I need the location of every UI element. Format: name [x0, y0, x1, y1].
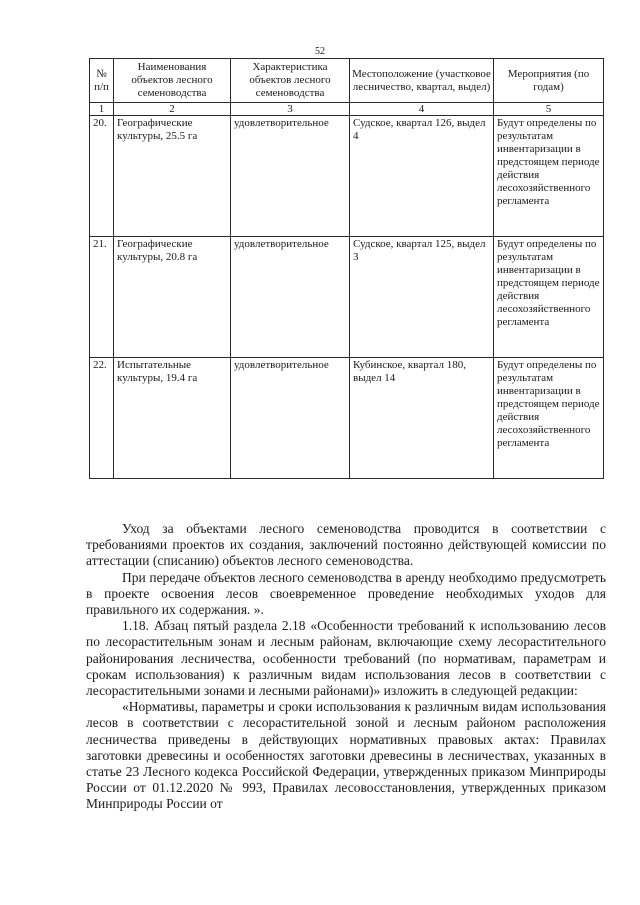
page-number: 52	[315, 46, 325, 57]
object-location: Судское, квартал 126, выдел 4	[350, 116, 494, 237]
object-measures: Будут определены по результатам инвентаризации в предстоящем периоде действия лесохозяйственного регламента	[494, 358, 604, 479]
object-measures: Будут определены по результатам инвентаризации в предстоящем периоде действия лесохозяйственного регламента	[494, 116, 604, 237]
column-number: 1	[90, 103, 114, 116]
object-characteristic: удовлетворительное	[231, 358, 350, 479]
paragraph: «Нормативы, параметры и сроки использования к различным видам использования лесов в соответствии с лесорастительной зоной и лесным районом расположения лесничества приведены в действующих нормативных правовых актах: Правилах заготовки древесины и особенностях заготовки древесины в лесничествах, указанных в статье 23 Лесного кодекса Российской Федерации, утвержденных приказом Минприроды России от 01.12.2020 № 993, Правилах лесовосстановления, утвержденных приказом Минприроды России от	[86, 699, 606, 812]
table-row	[90, 358, 604, 479]
paragraph: 1.18. Абзац пятый раздела 2.18 «Особенности требований к использованию лесов по лесорастительным зонам и лесным районам, включающие схему лесорастительного районирования лесничества, особенности требований (по нормативам, параметрам и срокам использования) к различным видам использования лесов в соответствии с лесорастительными зонами и лесными районами)» изложить в следующей редакции:	[86, 618, 606, 699]
header-measures: Мероприятия (по годам)	[494, 59, 604, 103]
object-name: Испытательные культуры, 19.4 га	[114, 358, 231, 479]
table-row	[90, 237, 604, 358]
row-number: 20.	[90, 116, 114, 237]
column-number: 3	[231, 103, 350, 116]
header-location: Местоположение (участковое лесничество, квартал, выдел)	[350, 59, 494, 103]
header-number: № п/п	[90, 59, 114, 103]
table-header-row	[90, 59, 604, 103]
object-location: Кубинское, квартал 180, выдел 14	[350, 358, 494, 479]
column-number: 5	[494, 103, 604, 116]
paragraph: При передаче объектов лесного семеноводства в аренду необходимо предусмотреть в проекте освоения лесов своевременное проведение необходимых уходов для правильного их содержания. ».	[86, 569, 606, 618]
table-row	[90, 116, 604, 237]
object-name: Географические культуры, 25.5 га	[114, 116, 231, 237]
column-number: 2	[114, 103, 231, 116]
header-characteristic: Характеристика объектов лесного семеноводства	[231, 59, 350, 103]
column-number-row	[90, 103, 604, 116]
object-measures: Будут определены по результатам инвентаризации в предстоящем периоде действия лесохозяйственного регламента	[494, 237, 604, 358]
paragraph: Уход за объектами лесного семеноводства проводится в соответствии с требованиями проектов их создания, заключений постоянно действующей комиссии по аттестации (списанию) объектов лесного семеноводства.	[86, 521, 606, 569]
object-name: Географические культуры, 20.8 га	[114, 237, 231, 358]
object-characteristic: удовлетворительное	[231, 237, 350, 358]
seed-objects-table	[89, 58, 604, 479]
header-object-name: Наименования объектов лесного семеноводства	[114, 59, 231, 103]
row-number: 22.	[90, 358, 114, 479]
body-text	[86, 521, 606, 813]
object-location: Судское, квартал 125, выдел 3	[350, 237, 494, 358]
column-number: 4	[350, 103, 494, 116]
row-number: 21.	[90, 237, 114, 358]
object-characteristic: удовлетворительное	[231, 116, 350, 237]
